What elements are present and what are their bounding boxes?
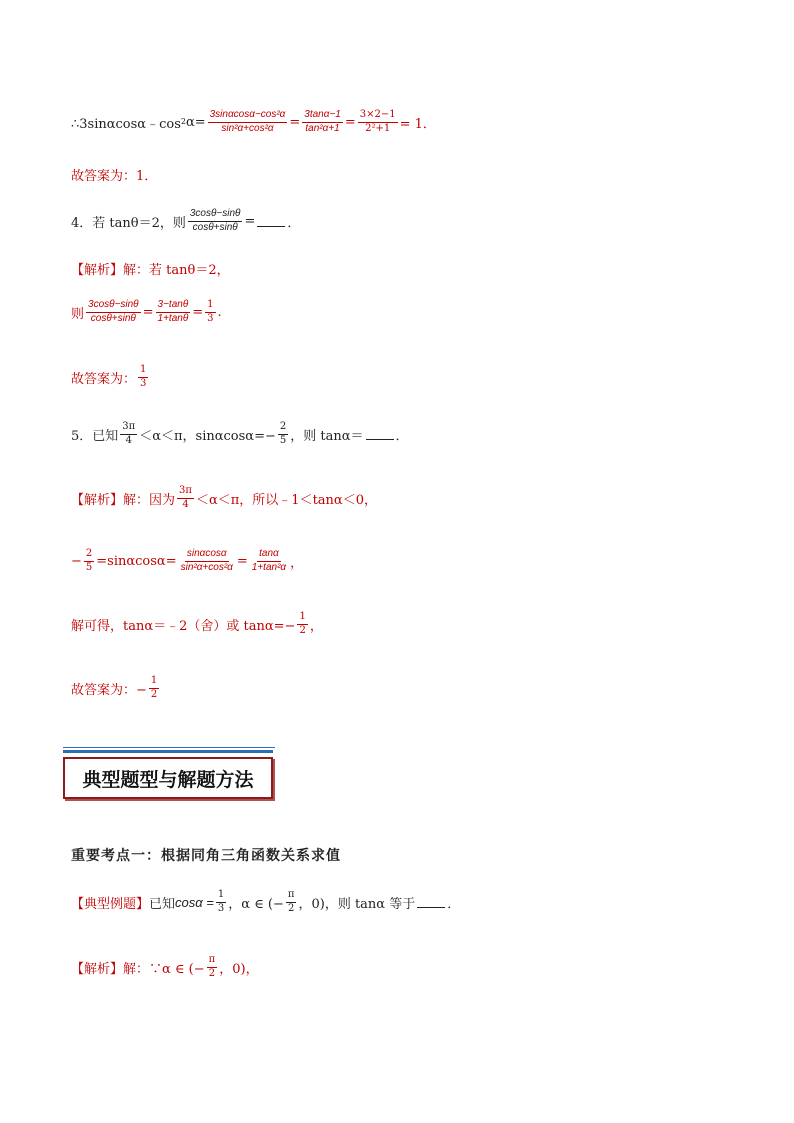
solution-5-line-3: [71, 612, 323, 636]
text: −: [71, 553, 82, 569]
text: 5．已知: [71, 428, 119, 444]
fraction: $\frac{2}{5}$: [279, 421, 287, 446]
text: 故答案为：−: [71, 682, 147, 698]
example-line: [71, 890, 460, 914]
answer-blank: [366, 438, 394, 440]
text: =sinαcosα=: [96, 553, 177, 569]
fraction: $\frac{3\cos\theta-\sin\theta}{\cos\theta+\sin\theta}$: [88, 299, 139, 324]
fraction: $\frac{3\tan\alpha-1}{\text{tan²α+1}}$: [304, 109, 341, 134]
fraction: $\frac{2}{5}$: [85, 548, 93, 573]
fraction: $\frac{\text{3sinαcosα−cos²α}}{\text{sin²α+cos²α}}$: [209, 109, 286, 134]
fraction: $\frac{1}{3}$: [140, 364, 147, 389]
text: =: [236, 553, 248, 569]
example-solution: [71, 955, 259, 979]
text: =: [244, 213, 256, 229]
text: ，则 tanα＝: [290, 428, 364, 444]
solution-4-line-2: [71, 300, 222, 324]
text: 解可得，tanα＝﹣2（舍）或 tanα=−: [71, 618, 296, 634]
text: ．: [447, 896, 461, 912]
text: α=: [185, 114, 206, 130]
fraction: $\frac{3\pi}{4}$: [122, 421, 136, 446]
text: 4．若 tanθ＝2，则: [71, 215, 186, 231]
fraction: $\frac{\pi}{2}$: [287, 889, 295, 914]
answer-line-1: [71, 165, 157, 184]
label: 【解析】: [71, 263, 124, 278]
label: 【解析】: [71, 961, 124, 977]
label: 【典型例题】: [71, 896, 150, 912]
text: 故答案为：1．: [71, 169, 158, 184]
text: 解：因为: [123, 492, 176, 508]
text: ．: [287, 215, 301, 231]
text: ，α ∈ (−: [228, 896, 284, 912]
fraction: $\frac{1}{2}$: [150, 675, 158, 700]
text: = 1．: [399, 116, 436, 132]
solution-4-line-1: [71, 259, 230, 278]
answer-blank: [257, 225, 285, 227]
text: =: [142, 304, 154, 320]
text: =: [192, 304, 204, 320]
text: .: [217, 304, 222, 320]
fraction: $\frac{1}{2}$: [299, 611, 306, 636]
answer-5: [71, 676, 161, 700]
fraction: $\frac{\pi}{2}$: [208, 954, 216, 979]
section-title: 典型题型与解题方法: [63, 757, 273, 799]
label: 【解析】: [71, 492, 124, 508]
text: 解：∵α ∈ (−: [123, 961, 205, 977]
solution-5-line-2: [71, 549, 303, 573]
text: ，0)，: [219, 961, 259, 977]
topic-heading: 重要考点一：根据同角三角函数关系求值: [71, 848, 341, 864]
text: cosα =: [175, 894, 214, 910]
text: 故答案为：: [71, 371, 137, 387]
section-top-rule: [63, 747, 275, 748]
equation-line-1: ∴3sinαcosα﹣cos 2 α= $\frac{\text{3sinαcosα−cos²α}}{\text{sin²α+cos²α}}$ = $\frac{3\tan\alpha-1}{\text{tan²α+1}}$ = $\frac{3\times 2-1}{\text{2²+1}}$ = 1．: [71, 109, 436, 134]
fraction: $\frac{3\times 2-1}{\text{2²+1}}$: [359, 109, 396, 134]
text: =: [289, 114, 301, 130]
answer-blank: [417, 906, 445, 908]
text: ．: [395, 428, 409, 444]
text: ，: [290, 555, 304, 571]
answer-4: [71, 365, 150, 389]
section-box: [63, 750, 273, 799]
question-4: [71, 209, 300, 233]
text: ＜α＜π，sinαcosα=−: [139, 428, 276, 444]
text: ，0)，则 tanα 等于: [298, 896, 416, 912]
text: 已知: [149, 896, 176, 912]
fraction: $\frac{1}{3}$: [217, 889, 225, 914]
fraction: $\frac{3-\tan\theta}{1+\tan\theta}$: [157, 299, 189, 324]
question-5: [71, 422, 409, 446]
text: ＜α＜π，所以﹣1＜tanα＜0，: [195, 492, 377, 508]
fraction: $\frac{3\cos\theta-\sin\theta}{\cos\theta+\sin\theta}$: [189, 208, 241, 233]
fraction: $\frac{\tan\alpha}{\text{1+tan²α}}$: [251, 548, 287, 573]
fraction: $\frac{\sin\alpha\cos\alpha}{\text{sin²α+cos²α}}$: [180, 548, 233, 573]
text: 则: [71, 306, 85, 322]
text: ∴3sinαcosα﹣cos: [71, 116, 181, 132]
text: ，: [309, 618, 323, 634]
text: 解：若 tanθ＝2，: [123, 263, 230, 278]
text: =: [344, 114, 356, 130]
fraction: $\frac{1}{3}$: [207, 299, 214, 324]
solution-5-line-1: [71, 486, 377, 510]
fraction: $\frac{3\pi}{4}$: [179, 485, 192, 510]
